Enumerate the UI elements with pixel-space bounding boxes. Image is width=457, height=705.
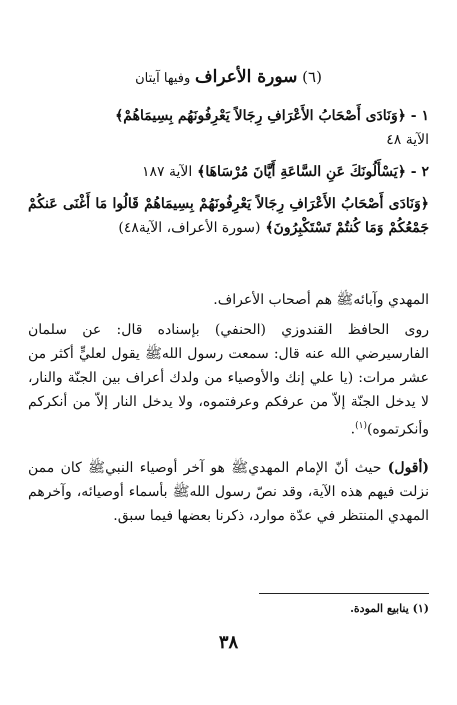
commentary-paragraph (28, 456, 429, 528)
narration-paragraph: روى الحافظ القندوزي (الحنفي) بإسناده قال: عن سلمان الفارسيرضي الله عنه قال: سمعت رسول اللهﷺ يقول لعليٍّ أكثر من عشر مرات: (يا علي إنك والأوصياء من ولدك أعراف بين الجنّة والنار، لا يدخل الجنّة إلاّ من عرفكم وعرفتموه، ولا يدخل النار إلاّ من أنكركم وأنكرتموه)$^{(١)}$. (28, 322, 429, 438)
footnote: (١) ينابيع المودة. (350, 602, 429, 615)
commentary-text: حيث أنّ الإمام المهديﷺ هو آخر أوصياء النبيﷺ كان ممن نزلت فيهم هذه الآية، وقد نصّ رسول اللهﷺ بأسماء أوصيائه، وآخرهم المهدي المنتظر في عدّة موارد، ذكرنا بعضها فيما سبق. (28, 460, 429, 524)
verse-1 (28, 104, 429, 152)
verse-2-text: ﴿يَسْأَلُونَكَ عَنِ السَّاعَةِ أَيَّانَ مُرْسَاهَا﴾ (197, 164, 406, 180)
chapter-heading (24, 66, 433, 90)
verse-2-number: ٢ - (410, 164, 429, 180)
verse-2 (28, 160, 429, 184)
verse-3 (28, 192, 429, 240)
verse-1-ref: الآية ٤٨ (386, 132, 429, 148)
commentary-lead: (أقول) (387, 460, 430, 476)
footnote-marker: (١) (355, 421, 367, 431)
verse-2-ref: الآية ١٨٧ (142, 164, 193, 180)
verse-3-ref: (سورة الأعراف، الآية٤٨) (118, 220, 261, 236)
verse-1-number: ١ - (410, 108, 429, 124)
chapter-title: سورة الأعراف (195, 67, 298, 87)
mahdi-statement: المهدي وآبائهﷺ هم أصحاب الأعراف. (213, 292, 429, 308)
chapter-subtitle: وفيها آيتان (135, 71, 191, 86)
verse-3-text: ﴿وَنَادَى أَصْحَابُ الأَعْرَافِ رِجَالاً يَعْرِفُونَهُمْ بِسِيمَاهُمْ قَالُوا مَا أَغْنَى عَنكُمْ جَمْعُكُمْ وَمَا كُنتُمْ تَسْتَكْبِرُونَ﴾ (28, 196, 429, 236)
footnote-divider (259, 593, 429, 594)
page-number: ٣٨ (218, 632, 239, 653)
narration-text: روى الحافظ القندوزي (الحنفي) بإسناده قال: عن سلمان الفارسيرضي الله عنه قال: سمعت رسول اللهﷺ يقول لعليٍّ أكثر من عشر مرات: (يا علي إنك والأوصياء من ولدك أعراف بين الجنّة والنار، لا يدخل الجنّة إلاّ من عرفكم وعرفتموه، ولا يدخل النار إلاّ من أنكركم وأنكرتموه) (28, 322, 429, 438)
chapter-number: (٦) (302, 68, 322, 86)
verse-1-text: ﴿وَنَادَى أَصْحَابُ الأَعْرَافِ رِجَالاً يَعْرِفُونَهُم بِسِيمَاهُمْ﴾ (115, 108, 406, 124)
